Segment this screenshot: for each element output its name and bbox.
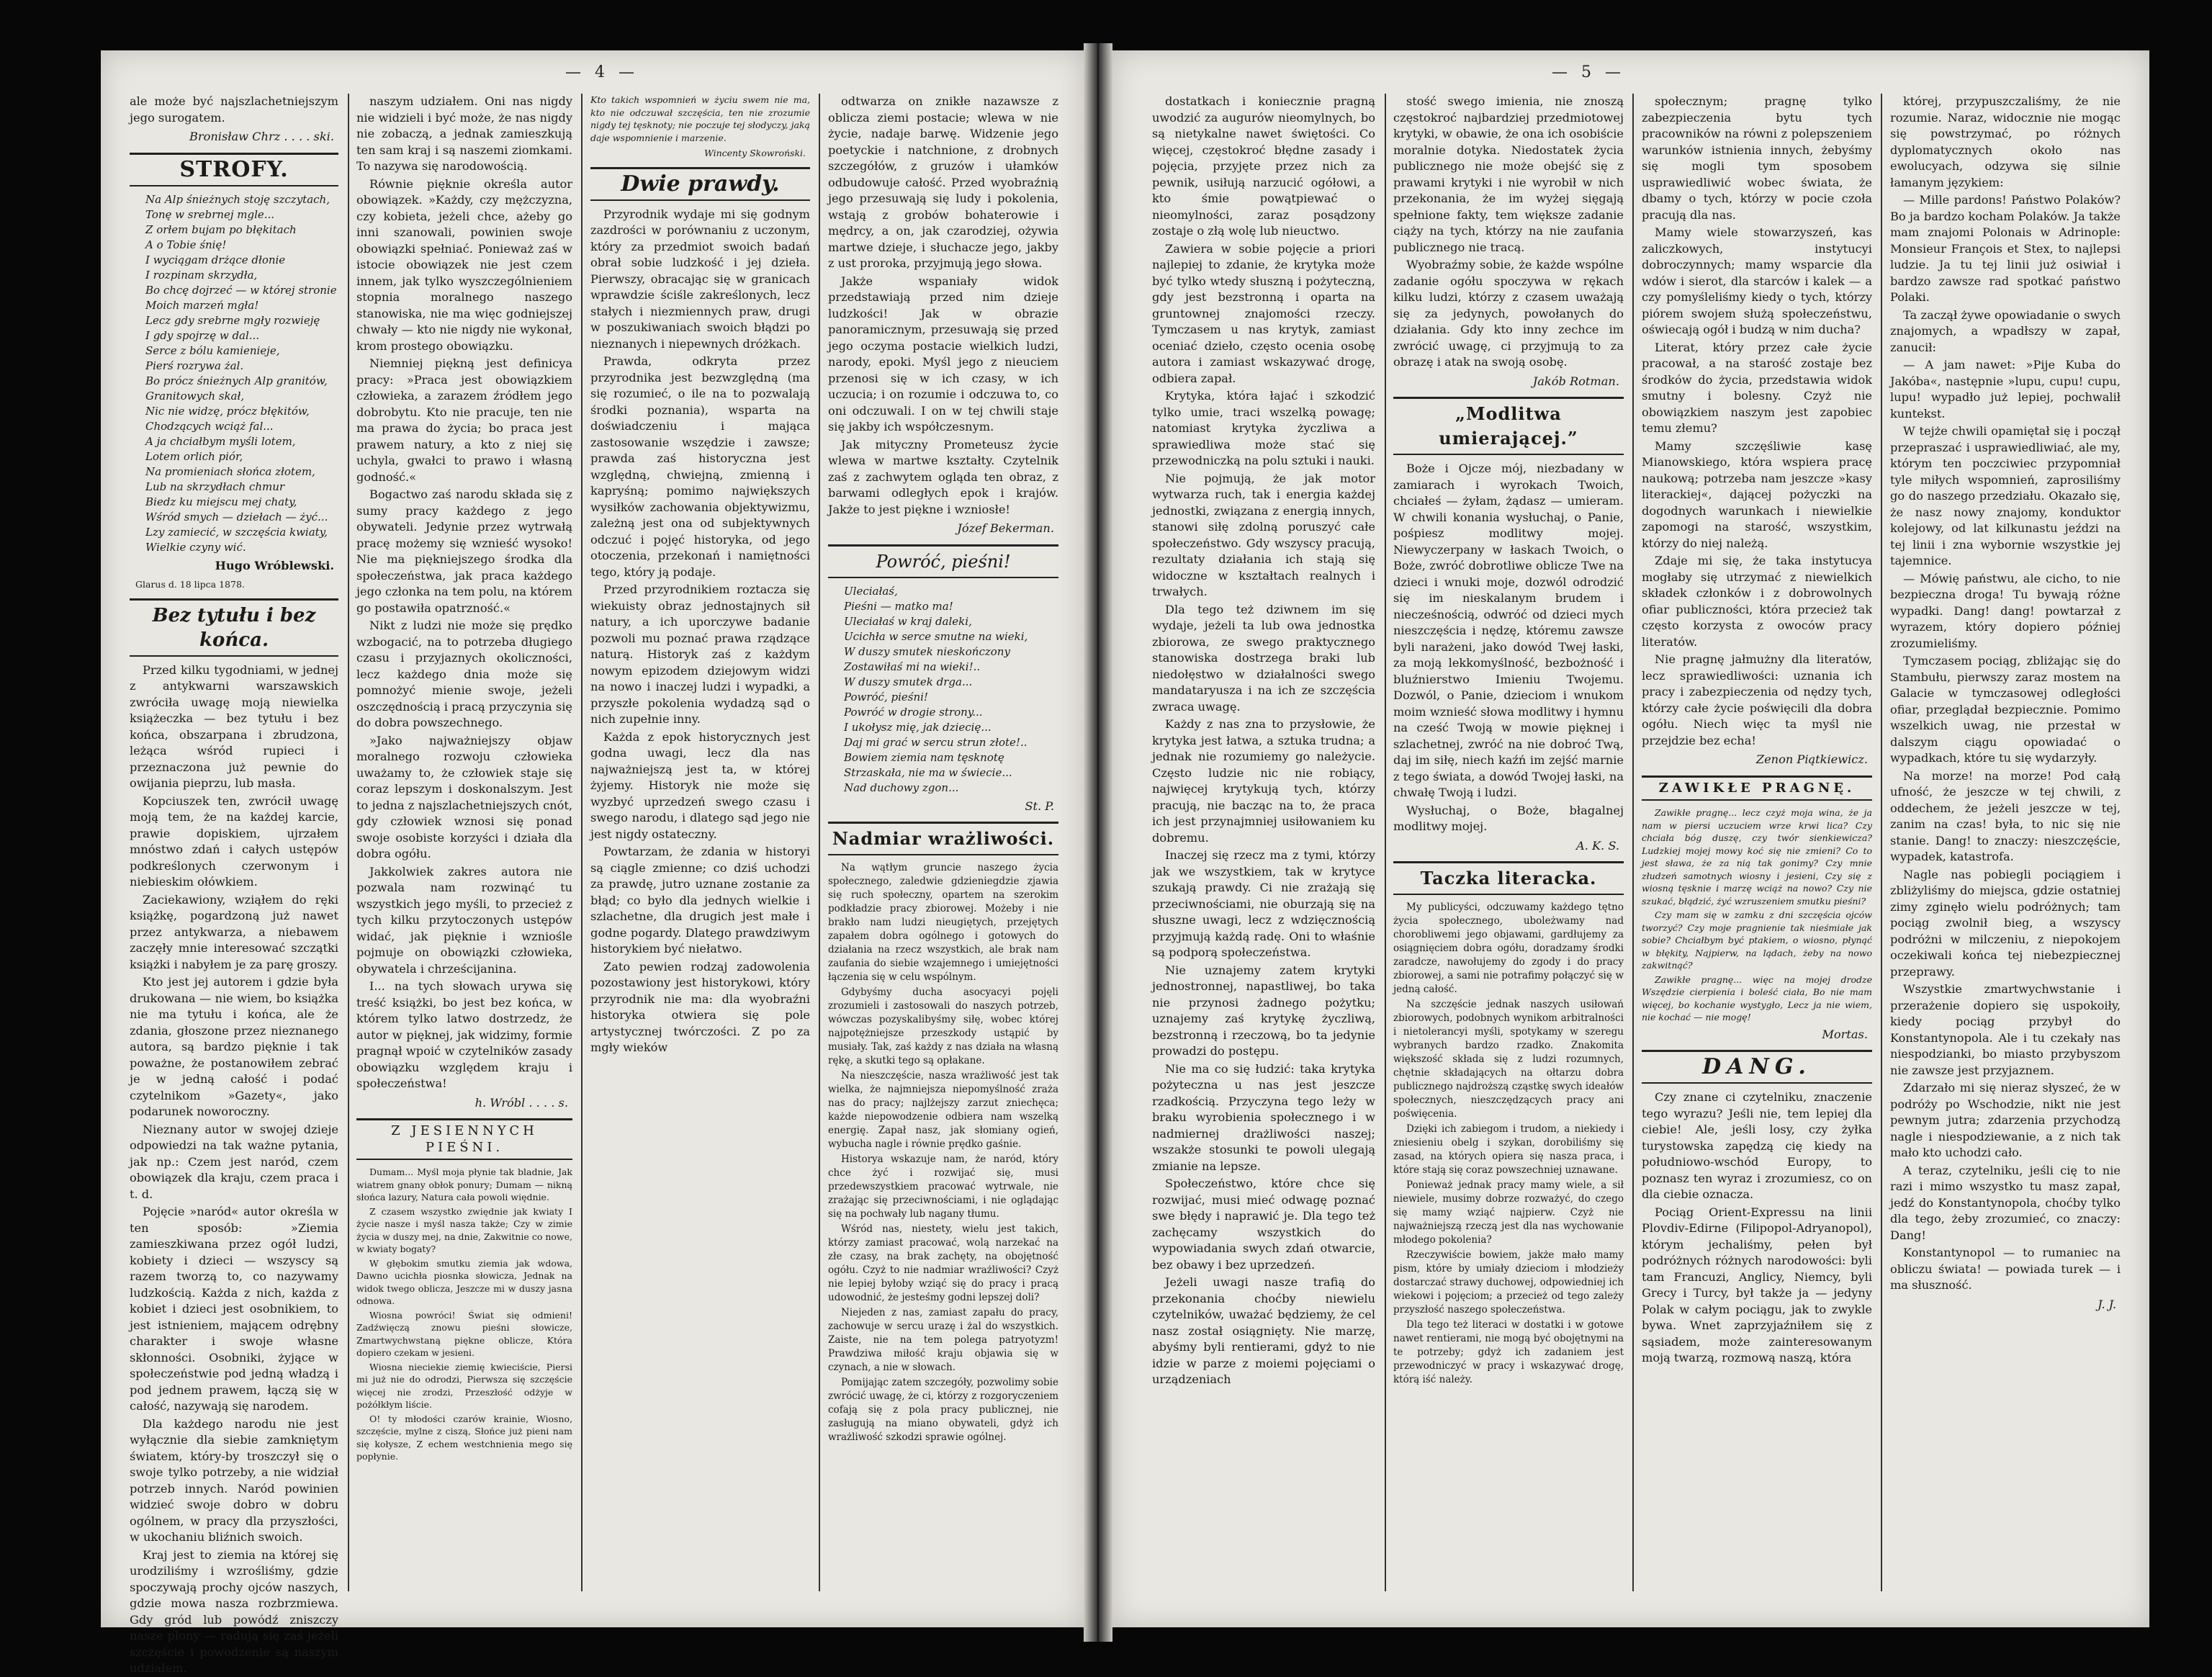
poem-line: Pierś rozrywa żal. [145, 359, 244, 372]
paragraph: Na morze! na morze! Pod całą ufność, że jeszcze w tej chwili, z oddechem, że jeżeli jeszcze w tej, zanim na czas! była, to nic się nie stanie. Dang! to znaczy: nieszczęście, wypadek, katastrofa. [1890, 768, 2121, 863]
paragraph: Niemniej piękną jest definicya pracy: »Praca jest obowiązkiem człowieka, a zarazem źródłem jego dobrobytu. Kto nie pracuje, ten nie ma prawa do życia; bo praca jest prawem natury, a kto z niej się uchyla, gwałci to prawo i własną godność.« [356, 356, 572, 484]
paragraph: Pojęcie »naród« autor określa w ten sposób: »Ziemia zamieszkiwana przez ogół ludzi, kobiety i dzieci — wszyscy są razem tworzą to, co nazywamy ludzkością. Każda z nich, każda z kobiet i dzieci jest osobnikiem, to jest istnieniem, mającem odrębny charakter i swoje własne skłonności. Osobniki, żyjące w społeczeństwie pod jedną władzą i pod jednem prawem, łączą się w całość, nazywają się narodem. [130, 1205, 338, 1413]
paragraph: Wyobraźmy sobie, że każde wspólne zadanie ogółu spoczywa w rękach kilku ludzi, którzy z czasem uważają się za jedynych, powołanych do działania. Gdy kto inny zechce im zwrócić uwagę, ci przyjmują to za obrazę i atak na swoją osobę. [1393, 258, 1624, 369]
poem-stanza: W głębokim smutku ziemia jak wdowa, Dawno ucichła piosnka słowicza, Jednak na widok twego oblicza, Jeszcze mi w duszy jasna odnowa. [356, 1257, 572, 1306]
paragraph: Inaczej się rzecz ma z tymi, którzy jak we wszystkiem, tak w krytyce szukają prawdy. Ci nie zrażają się przeciwnościami, nie oburzają się na słuszne uwagi, lecz z wdzięcznością przyjmują każdą radę. Oni to właśnie są podporą społeczeństwa. [1152, 848, 1375, 959]
poem-line: Chodzących wciąż fal... [145, 419, 274, 433]
bez-tytulu-heading: Bez tytułu i bez końca. [130, 598, 338, 657]
paragraph: Każda z epok historycznych jest godna uwagi, lecz dla nas najważniejszą jest ta, w której żyjemy. Historyk nie może się wyzbyć uprzedzeń swego czasu i swego narodu, i dlatego sąd jego nie jest nigdy ostateczny. [590, 729, 810, 841]
paragraph: Zdaje mi się, że taka instytucya mogłaby się utrzymać z niewielkich składek członków i z dobrowolnych ofiar publiczności, która przecież tak często korzysta z owoców pracy literatów. [1642, 554, 1872, 649]
paragraph: Zaciekawiony, wziąłem do ręki książkę, pogardzoną już nawet przez antykwarza, a niebawem zaczęły mnie interesować szczątki książki i nabyłem je za parę groszy. [130, 892, 338, 971]
paragraph: Nie pragnę jałmużny dla literatów, lecz sprawiedliwości: uznania ich pracy i zabezpieczenia od nędzy tych, którzy całe życie poświęcili dla dobra ogółu. Niech więc ta myśl nie przejdzie bez echa! [1642, 652, 1872, 747]
zawikle-signature: Mortas. [1822, 1027, 1868, 1041]
paragraph: Jakże wspaniały widok przedstawiają przed nim dzieje ludzkości! Jak w obrazie panoramicznym, przesuwają się przed jego oczyma postacie wielkich ludzi, narody, epoki. Myśl jego z nieuciem przenosi się w ich czasy, w ich uczucia; i on rozumie i odczuwa to, co oni odczuwali. I on w tej chwili staje się jakby ich współczesnym. [828, 274, 1058, 433]
page-number-right: — 5 — [1552, 63, 1625, 81]
column-divider [581, 94, 583, 1591]
paragraph: Przed przyrodnikiem roztacza się wiekuisty obraz jednostajnych sił natury, a ich uporczywe badanie pozwoli mu poznać prawa rządzące naturą. Historyk zaś z każdym nowym epizodem dziejowym widzi na nowo i inaczej ludzi i wypadki, a przyszłe pokolenia wydadzą sąd o nich zupełnie inny. [590, 583, 810, 726]
poem-line: Serce z bólu kamienieje, [145, 343, 280, 357]
paragraph: Na wątłym gruncie naszego życia społecznego, zaledwie gdzieniegdzie zjawia się ruch społeczny, opartem na szerokim podkładzie pracy zbiorowej. Możeby i nie brakło nam ludzi nieugiętych, przejętych zapałem dobra ogólnego i gotowych do działania na rzecz wszystkich, ale brak nam zaufania do siebie wzajemnego i umiejętności łączenia się w celu wspólnym. [828, 862, 1058, 983]
paragraph: Mamy wiele stowarzyszeń, kas zaliczkowych, instytucyi dobroczynnych; mamy wsparcie dla wdów i sierot, dla starców i kalek — a czy pomyśleliśmy kiedy o tych, którzy piórem swojem służą społeczeństwu, oświecają ogół i budzą w nim ducha? [1642, 225, 1872, 336]
paragraph: Literat, który przez całe życie pracował, a na starość zostaje bez środków do życia, przedstawia widok smutny i bolesny. Czyż nie obowiązkiem naszym jest zapobiec temu złemu? [1642, 340, 1872, 435]
paragraph: Zawiera w sobie pojęcie a priori najlepiej to zdanie, że krytyka może być tylko wtedy słuszną i pożyteczną, gdy jest bezstronną i oparta na gruntownej znajomości rzeczy. Tymczasem u nas krytyk, zamiast oceniać dzieło, często ocenia osobę autora i zamiast wskazywać drogę, odbiera zapał. [1152, 241, 1375, 385]
paragraph: Nieznany autor w swojej dzieje odpowiedzi na tak ważne pytania, jak np.: Czem jest naród, czem obowiązek dla kraju, czem praca i t. d. [130, 1122, 338, 1201]
paragraph: Wśród nas, niestety, wielu jest takich, którzy zamiast pracować, wolą narzekać na złe czasy, na brak zachęty, na obojętność ogółu. Czyż to nie nadmiar wrażliwości? Czyż nie lepiej byłoby wziąć się do pracy i pracą udowodnić, że jesteśmy godni lepszej doli? [828, 1223, 1058, 1303]
dang-heading: DANG. [1642, 1050, 1872, 1084]
paragraph: Nikt z ludzi nie może się prędko wzbogacić, na to potrzeba długiego czasu i przyjaznych okoliczności, lecz każdego dnia może się pomnożyć mienie swoje, jeżeli oszczędnością i pracą przyczynia się do dobra powszechnego. [356, 619, 572, 729]
paragraph: Dla tego też dziwnem im się wydaje, jeżeli ta lub owa jednostka zbiorowa, ze swego praktycznego stanowiska dostrzega braki lub niedołęstwo w działalności swego mandataryusza i na ich ze szczęścia zwraca uwagę. [1152, 602, 1375, 714]
poem-stanza: Zawikłe pragnę... więc na mojej drodze Wszędzie cierpienia i boleść ciała, Bo nie mam więcej, bo kochanie wystygło, Lecz ja nie wiem, nie kochać — nie mogę! [1642, 974, 1872, 1022]
powroc-piesni-heading: Powróć, pieśni! [828, 544, 1058, 578]
paragraph: odtwarza on znikłe nazawsze z oblicza ziemi postacie; wlewa w nie życie, nadaje barwę. Widzenie jego poetyckie i natchnione, z drobnych szczegółów, z gruzów i ułamków odbudowuje całość. Przed wyobraźnią jego przesuwają się ludy i pokolenia, wstają z grobów bohaterowie i mędrcy, a on, jak czarodziej, ożywia martwe dzieje, i słuchacze jego, jakby z ust proroka, przyjmują jego słowa. [828, 94, 1058, 270]
paragraph: — Mille pardons! Państwo Polaków? Bo ja bardzo kocham Polaków. Ja także mam znajomi Polonais w Adrinople: Monsieur François et Stex, to najlepsi ludzie. Ja tu tej linii już osiwiał i bardzo zawsze rad spotkać państwo Polaki. [1890, 193, 2121, 304]
poem-stanza: Z czasem wszystko zwiędnie jak kwiaty I życie nasze i myśl nasza także; Czy w zimie życia w duszy mej, na dnie, Zakwitnie co nowe, w kwiaty bogaty? [356, 1205, 572, 1254]
paragraph: Kopciuszek ten, zwrócił uwagę moją tem, że na każdej karcie, prawie dopiskiem, ujrzałem mnóstwo zdań i całych ustępów podkreślonych czerwonym i niebieskim ołówkiem. [130, 793, 338, 889]
paragraph: Prawda, odkryta przez przyrodnika jest bezwzględną (ma się rozumieć, o ile na to pozwalają środki poznania), wsparta na doświadczeniu i mająca zastosowanie wszędzie i zawsze; prawda zaś historyczna jest względną, chwiejną, zmienną i kapryśną; pomimo największych wysiłków zachowania objektywizmu, zależną jest ona od subjektywnych odczuć i pojęć historyka, od jego otoczenia, przekonań i namiętności tego, który ją podaje. [590, 354, 810, 579]
paragraph: Krytyka, która łajać i szkodzić tylko umie, traci wszelką powagę; natomiast krytyka życzliwa a sprawiedliwa może stać się przewodniczką na polu sztuki i nauki. [1152, 389, 1375, 467]
paragraph: Społeczeństwo, które chce się rozwijać, musi mieć odwagę poznać swe błędy i naprawić je. Dla tego też zachęcamy wszystkich do wypowiadania swych zdań otwarcie, bez obawy i bez uprzedzeń. [1152, 1177, 1375, 1272]
poem-stanza: Wiosna nieciekie ziemię kwieciście, Piersi mi już nie do odrodzi, Pierwsza się szczęście więcej nie zrodzi, Przeszłość odżyje w pożółkłym liście. [356, 1361, 572, 1410]
paragraph: Zato pewien rodzaj zadowolenia pozostawiony jest historykowi, który przyrodnik nie ma: dla wyobraźni historyka otwiera się pole artystycznej twórczości. Z po za mgły wieków [590, 959, 810, 1054]
paragraph: naszym udziałem. Oni nas nigdy nie widzieli i być może, że nas nigdy nie zobaczą, a jednak zamieszkują ten sam kraj i są naszemi ziomkami. To nazywa się narodowością. [356, 94, 572, 173]
paragraph: Przed kilku tygodniami, w jednej z antykwarni warszawskich zwróciła uwagę moją niewielka książeczka — bez tytułu i bez końca, obszarpana i zbrudzona, leżąca wśród rupieci i przeznaczona już pewnie do owijania pieprzu, lub masła. [130, 662, 338, 790]
poem-line: Zostawiłaś mi na wieki!.. [844, 660, 981, 673]
paragraph: Rzeczywiście bowiem, jakże mało mamy pism, które by umiały dzieciom i młodzieży dostarczać strawy duchowej, odpowiedniej ich wiekowi i pojęciom; a przecież od tego zależy przyszłość naszego społeczeństwa. [1393, 1249, 1624, 1316]
poem-line: Bowiem ziemia nam tęsknotę [844, 750, 1004, 764]
zawikle-poem [1642, 806, 1872, 1024]
dwie-prawdy-article [590, 207, 810, 1056]
poem-line: A o Tobie śnię! [145, 238, 227, 251]
krytyka-article [1152, 94, 1375, 1388]
paragraph: Historya wskazuje nam, że naród, który chce żyć i rozwijać się, musi przedewszystkiem pracować wytrwale, nie zrażając się przeciwnościami, i nie oglądając się na pochwały lub nagany tłumu. [828, 1154, 1058, 1220]
left-column-2 [356, 94, 572, 1599]
poem-line: Nic nie widzę, prócz błękitów, [145, 404, 310, 418]
paragraph: Jeżeli uwagi nasze trafią do przekonania choćby niewielu czytelników, uważać będziemy, że cel nasz został osiągnięty. Nie marzę, abyśmy byli rentierami, gdyż to nie idzie w parze z moiemi pojęciami o urządzeniach [1152, 1275, 1375, 1386]
poem-line: Pieśni — matko ma! [844, 599, 953, 613]
poem-line: I rozpinam skrzydła, [145, 268, 258, 282]
poem-line: Ucichła w serce smutne na wieki, [844, 629, 1028, 643]
dang-continued [1890, 94, 2121, 1294]
paragraph: stość swego imienia, nie znoszą częstokroć najbardziej przedmiotowej krytyki, w obawie, że ona ich osobiście moralnie dotyka. Niedostatek życia publicznego nie może obejść się z prawami krytyki i nie wyrobił w nich przekonania, że im wyżej sięgają spełnione fakty, tem większe zadanie ciąży na tych, którzy na nie zaufania publicznego nie tracą. [1393, 94, 1624, 254]
poem-line: Wśród smych — dziełach — żyć... [145, 510, 328, 523]
right-column-4 [1890, 94, 2121, 1599]
paragraph: — Mówię państwu, ale cicho, to nie bezpieczna droga! Tu bywają różne wypadki. Dang! dang! powtarzał z wyrazem, który dopiero później zrozumieliśmy. [1890, 571, 2121, 650]
paragraph: Powtarzam, że zdania w historyi są ciągle zmienne; co dziś uchodzi za prawdę, jutro uznane zostanie za błąd; co było dla jednych wielkie i szlachetne, dla drugich jest małe i godne pogardy. Dlatego prawdziwym historykiem być niełatwo. [590, 845, 810, 956]
page-number-left: — 4 — [565, 63, 639, 81]
paragraph: Nie ma co się łudzić: taka krytyka pożyteczna u nas jest jeszcze rzadkością. Przyczyna tego leży w braku wyrobienia społecznego i w nadmiernej drażliwości naszej; wszakże stosunki te powoli ulegają zmianie na lepsze. [1152, 1061, 1375, 1173]
poem-stanza: Czy mam się w zamku z dni szczęścia ojców tworzyć? Czy moje pragnienie tak nieśmiałe jak sobie? Chciałbym być ptakiem, o wiosno, płynąć w błękity, Najpierw, na lądach, żeby na nowo zakwitnąć? [1642, 909, 1872, 971]
nadmiar-article [828, 861, 1058, 1444]
paragraph: Konstantynopol — to rumaniec na obliczu świata! — powiada turek — i ma słuszność. [1890, 1246, 2121, 1292]
left-column-1 [130, 94, 338, 1675]
intro-text: ale może być najszlachetniejszym jego surogatem. [130, 94, 338, 125]
column-divider [1385, 94, 1386, 1591]
zawikle-heading: ZAWIKŁE PRAGNĘ. [1642, 775, 1872, 801]
poem-line: Bo prócz śnieżnych Alp granitów, [145, 374, 328, 387]
paragraph: Tymczasem pociąg, zbliżając się do Stambułu, pierwszy zaraz mostem na Galacie w tymczasowej odległości ofiar, przeglądał bezpiecznie. Pomimo wszelkich uwag, nie przestał w dalszym ciągu opowiadać o wypadkach, które tu się wydarzyły. [1890, 654, 2121, 765]
paragraph: — A jam nawet: »Pije Kuba do Jakóba«, następnie »lupu, cupu! cupu, lupu! wypadło już lepiej, pochwalił kuntekst. [1890, 358, 2121, 421]
paragraph: Każdy z nas zna to przysłowie, że krytyka jest łatwa, a sztuka trudna; a jednak nie rozumiemy go należycie. Często ludzie nic nie robiący, najwięcej krytykują tych, którzy pracują, nie bacząc na to, że praca ich jest przynajmniej usiłowaniem ku dobremu. [1152, 717, 1375, 845]
poem-line: Powróć, pieśni! [844, 690, 928, 703]
paragraph: My publicyści, odczuwamy każdego tętno życia społecznego, uboleżwamy nad chorobliwemi jego objawami, gardłujemy za osiągnięciem dobra ogółu, doradzamy środki zaradcze, nawołujemy do zgody i do pracy zbiorowej, a sami nie potrafimy połączyć się w jedną całość. [1393, 902, 1624, 995]
paragraph: Dla tego też literaci w dostatki i w gotowe nawet rentierami, nie mogą być obojętnymi na te potrzeby; gdyż ich zadaniem jest przewodniczyć w pracy i wskazywać drogę, którą iść należy. [1393, 1319, 1624, 1385]
kasa-literacka-continued [1642, 94, 1872, 749]
left-column-4 [828, 94, 1058, 1599]
paragraph: Ta zaczął żywe opowiadanie o swych znajomych, a wpadłszy w zapał, zanucił: [1890, 307, 2121, 354]
poem-line: Lub na skrzydłach chmur [145, 480, 285, 493]
taczka-heading: Taczka literacka. [1393, 861, 1624, 895]
paragraph: Na nieszczęście, nasza wrażliwość jest tak wielka, że najmniejsza niepomyślność zraża nas do pracy; najlżejszy zarzut zniechęca; każde niepowodzenie odbiera nam wszelką energię. Zapał nasz, jak słomiany ogień, wybucha nagle i równie prędko gaśnie. [828, 1070, 1058, 1150]
rotman-signature: Jakób Rotman. [1532, 374, 1619, 388]
paragraph: Równie pięknie określa autor obowiązek. »Każdy, czy mężczyzna, czy kobieta, jeżeli chce, ażeby go inni szanowali, powinien swoje obowiązki spełniać. Ponieważ zaś w istocie obowiązek nie jest czem innem, jak tylko wyszczególnieniem stopnia moralnego naszego stanowiska, nie ma więc godniejszej chwały — kto nie nigdy nie wykonał, krom prostego obowiązku. [356, 176, 572, 353]
paragraph: Mamy szczęśliwie kasę Mianowskiego, która wspiera pracę naukową; potrzeba nam jeszcze »kasy literackiej«, dającej pożyczki na dogodnych warunkach i niewielkie zapomogi na starość, wszystkim, którzy do niej należą. [1642, 439, 1872, 550]
strofy-place-date: Glarus d. 18 lipca 1878. [135, 579, 245, 590]
strofy-signature: Hugo Wróblewski. [215, 558, 334, 572]
paragraph: Gdybyśmy ducha asocyacyi pojęli zrozumieli i zastosowali do naszych potrzeb, wówczas pozyskalibyśmy siłę, wobec której najpotężniejsze przeszkody ustąpić by musiały. Tak, zaś każdy z nas działa na własną rękę, a skutki tego są opłakane. [828, 986, 1058, 1066]
paragraph: Boże i Ojcze mój, niezbadany w zamiarach i wyrokach Twoich, chciałeś — żyłam, żądasz — umieram. W chwili konania wysłuchaj, o Panie, pośpiesz modlitwy mojej. Niewyczerpany w łaskach Twoich, o Boże, zwróć dobrotliwe oblicze Twe na dzieci i wnuki moje, dozwól odrodzić się im nieskalanym brudem i niecześnością, odwróć od dzieci mych nieszczęścia i nędzę, któremu zawsze byli narażeni, jako dowód Twej łaski, za moją lekkomyślność, bezbożność i bluźnierstwo Imieniu Twojemu. Dozwól, o Panie, dzieciom i wnukom moim wznieść słowa modlitwy i hymnu na cześć Twoją w mowie pięknej i szlachetnej, zwróć na nie dobroć Twą, daj im siłę, niech kaźń im zejść marnie z tego świata, a dowód Twojej łaski, na chwałę Twoją i ludzi. [1393, 462, 1624, 799]
column-divider [348, 94, 349, 1591]
poem-line: I gdy spojrzę w dal... [145, 328, 260, 342]
paragraph: Kraj jest to ziemia na której się urodziliśmy i wzrośliśmy, gdzie spoczywają prochy ojców naszych, gdzie mowa nasza rozbrzmiewa. Gdy gród lub powódź zniszczy nasze plony — radują się zaś jeżeli szczęście i powodzenie są naszym udziałem. [130, 1547, 338, 1675]
dwie-prawdy-heading: Dwie prawdy. [590, 167, 810, 201]
strofy-heading: STROFY. [130, 153, 338, 186]
poem-line: Bo chcę dojrzeć — w której stronie [145, 283, 337, 297]
strofy-poem [145, 192, 338, 555]
paragraph: dostatkach i koniecznie pragną uwodzić za augurów nieomylnych, bo są nietykalne nawet świętości. Co więcej, częstokroć błędne zasady i pojęcia, przyjęte przez nich za pewnik, usiłują narzucić ogółowi, a kto śmie powątpiewać o nieomylności, zaraz posądzony zostaje o złą wolę lub nieuctwo. [1152, 94, 1375, 238]
book-spine-gutter [1084, 43, 1112, 1642]
paragraph: Nie pojmują, że jak motor wytwarza ruch, tak i energia każdej jednostki, związana z energią innych, stanowi siłę zdolną poruszyć całe społeczeństwo. Gdy wszyscy pracują, rezultaty działania ich stają się widoczne w kształtach realnych i trwałych. [1152, 471, 1375, 598]
paragraph: Pomijając zatem szczegóły, pozwolimy sobie zwrócić uwagę, że ci, którzy z rozgoryczeniem cofają się z pola pracy publicznej, nie zasługują na miano obywateli, gdyż ich wrażliwość szkodzi sprawie ogólnej. [828, 1377, 1058, 1443]
poem-line: Z orłem bujam po błękitach [145, 222, 297, 236]
right-column-1 [1152, 94, 1375, 1599]
poem-line: Nad duchowy zgon... [844, 781, 959, 794]
powroc-piesni-poem [844, 584, 1058, 796]
jesiennych-poem [356, 1166, 572, 1463]
column-divider [1881, 94, 1882, 1591]
bez-tytulu-article [130, 662, 338, 1677]
paragraph: Przyrodnik wydaje mi się godnym zazdrości w porównaniu z uczonym, który za przedmiot swoich badań obrał sobie ludzkość i jej dzieła. Pierwszy, obracając się w granicach wprawdzie ściśle zakreślonych, lecz stałych i niezmiennych praw, drugi w poszukiwaniach swoich błądzi po nieznanych i niepewnych dróżkach. [590, 207, 810, 351]
poem-stanza: Wiosna powróci! Świat się odmieni! Zadźwięczą znowu pieśni słowicze, Zmartwychwstaną piękne oblicze, Która dopiero czekam w jesieni. [356, 1309, 572, 1358]
taczka-article [1393, 901, 1624, 1387]
poem-line: Powróć w drogie strony... [844, 705, 983, 719]
paragraph: Kto jest jej autorem i gdzie była drukowana — nie wiem, bo książka nie ma tytułu i końca, ale że zdania, głoszone przez nieznanego autora, są bardzo pięknie i tak poważne, że postanowiłem zebrać je w jedną całość i podać czytelnikom »Gazety«, jako podarunek noworoczny. [130, 975, 338, 1118]
modlitwa-text [1393, 461, 1624, 835]
paragraph: Nie uznajemy zatem krytyki jednostronnej, napastliwej, bo taka nie przynosi żadnego pożytku; uznajemy zaś krytykę życzliwą, bezstronną i rzeczową, bo ta jedynie prowadzi do postępu. [1152, 963, 1375, 1058]
poem-line: I wyciągam drżące dłonie [145, 253, 286, 266]
nadmiar-heading: Nadmiar wrażliwości. [828, 822, 1058, 855]
paragraph: Dzięki ich zabiegom i trudom, a niekiedy i zniesieniu obelg i szykan, dorobiliśmy się zasad, na których opiera się nasza praca, i które stają się coraz powszechniej uznawane. [1393, 1123, 1624, 1176]
paragraph: Dla każdego narodu nie jest wyłącznie dla siebie zamkniętym światem, który-by troszczył się o swoje tylko potrzeby, a nie widział potrzeb innych. Naród powinien widzieć swoje dobro w dobru ogólnem, w pracy dla przyszłości, w ukochaniu bliźnich swoich. [130, 1416, 338, 1544]
poem-signature: St. P. [1025, 799, 1054, 813]
right-column-3 [1642, 94, 1872, 1599]
paragraph: Pociąg Orient-Expressu na linii Plovdiv-Edirne (Filipopol-Adryanopol), którym jechaliśmy, pełen był podróżnych różnych narodowości: byli tam Francuzi, Anglicy, Niemcy, byli Grecy i Turcy, był także ja — jedyny Polak w całym pociągu, jak to zwykle bywa. Wnet zaprzyjaźniłem się z sąsiadem, może zainteresowanym moją twarzą, rozmową naszą, która [1642, 1205, 1872, 1364]
paragraph: Czy znane ci czytelniku, znaczenie tego wyrazu? Jeśli nie, tem lepiej dla ciebie! Ale, jeśli losy, czy żyłka turystowska zapędzą cię kiedy na południowo-wschód Europy, to poznasz ten wyraz i zrozumiesz, co on dla ciebie oznacza. [1642, 1090, 1872, 1201]
paragraph: Zdarzało mi się nieraz słyszeć, że w podróży po Wschodzie, nikt nie jest pewnym jutra; zdarzenia przychodzą nagle i niespodziewanie, a z nich tak mało kto uchodzi cało. [1890, 1081, 2121, 1159]
poem-line: Granitowych skał, [145, 389, 245, 403]
paragraph: Jak mityczny Prometeusz życie wlewa w martwe kształty. Czytelnik zaś z zachwytem ogląda ten obraz, z barwami odległych epok i krajów. Jakże to jest piękne i wzniosłe! [828, 437, 1058, 516]
poem-stanza: O! ty młodości czarów krainie, Wiosno, szczęście, mylne z ciszą, Słońce już pieni nam się kołysze, Z echem westchnienia mego się popłynie. [356, 1413, 572, 1462]
poem-line: W duszy smutek nieskończony [844, 644, 1010, 658]
bekerman-signature: Józef Bekerman. [957, 521, 1054, 535]
poem-line: Lzy zamiecić, w szczęścia kwiaty, [145, 525, 328, 539]
dwie-prawdy-continued [828, 94, 1058, 518]
poem-line: Lecz gdy srebrne mgły rozwieję [145, 313, 320, 327]
article-signature: h. Wróbl . . . . s. [475, 1095, 568, 1110]
paragraph: A teraz, czytelniku, jeśli cię to nie razi i mimo wszystko tu masz zapał, jedź do Konstantynopola, choćby tylko dla tego, żeby zrozumieć, co znaczy: Dang! [1890, 1163, 2121, 1242]
poem-line: Lotem orlich piór, [145, 449, 243, 463]
dang-signature: J. J. [2098, 1297, 2116, 1311]
poem-line: Uleciałaś w kraj daleki, [844, 614, 972, 628]
poem-line: Biedz ku miejscu mej chaty, [145, 495, 297, 508]
paragraph: W tejże chwili opamiętał się i począł przepraszać i usprawiedliwiać, ale my, którym ten poczciwiec przypomniał tyle miłych wspomnień, zaprosiliśmy go do naszego przedziału. Okazało się, że nasz nowy znajomy, konduktor kolejowy, od lat kilkunastu jeździ na tej linii i zna wybornie wszystkie jej tajemnice. [1890, 424, 2121, 567]
poem-line: W duszy smutek drga... [844, 675, 973, 688]
paragraph: społecznym; pragnę tylko zabezpieczenia bytu tych pracowników na równi z polepszeniem warunków istnienia innych, żebyśmy się mogli tym sposobem usprawiedliwić wobec świata, że dbamy o tych, którzy w pocie czoła pracują dla nas. [1642, 94, 1872, 222]
paragraph: Niejeden z nas, zamiast zapału do pracy, zachowuje w sercu urazę i żal do wszystkich. Zaiste, nie na tem polega patryotyzm! Prawdziwa miłość kraju objawia się w czynach, a nie w słowach. [828, 1307, 1058, 1373]
krytyka-continued [1393, 94, 1624, 371]
column-divider [1632, 94, 1634, 1591]
poem-line: I ukołysz mię, jak dziecię... [844, 720, 992, 734]
column-divider [819, 94, 820, 1591]
modlitwa-heading: „Modlitwa umierającej.” [1393, 397, 1624, 455]
poem-line: Strzaskała, nie ma w świecie... [844, 765, 1012, 779]
paragraph: I... na tych słowach urywa się treść książki, bo jest bez końca, w którem tylko latwo dostrzedz, że autor w pięknej, jak widzimy, formie pragnął wpoić w czytelników zasady obowiązku względem kraju i społeczeństwa! [356, 979, 572, 1090]
right-column-2 [1393, 94, 1624, 1599]
paragraph: Jakkolwiek zakres autora nie pozwala nam rozwinąć tu wszystkich jego myśli, to przecież z tych kilku przytoczonych ustępów widać, jak pięknie i wzniośle pojmuje on obowiązki człowieka, obywatela i chrześcijanina. [356, 864, 572, 976]
paragraph: Na szczęście jednak naszych usiłowań zbiorowych, podobnych wynikom arbitralności i nietolerancyi myśli, spotykamy w szeregu wybranych bardzo rzadko. Znakomita większość składa się z ludzi rozumnych, chętnie składających na ołtarzu dobra publicznego najdroższą cząstkę swych ideałów społecznych, nieszczędzących pracy ani poświęcenia. [1393, 999, 1624, 1120]
paragraph: Wysłuchaj, o Boże, błagalnej modlitwy mojej. [1393, 803, 1624, 833]
paragraph: »Jako najważniejszy objaw moralnego rozwoju człowieka uważamy to, że człowiek staje się coraz lepszym i doskonalszym. Jest to jedna z najszlachetniejszych cnót, gdy człowiek wznosi się ponad swoje osobiste korzyści i działa dla dobra ogółu. [356, 733, 572, 860]
poem-line: Na promieniach słońca złotem, [145, 464, 315, 478]
paragraph: Wszystkie zmartwychwstanie i przerażenie dopiero się uspokoiły, kiedy pociąg przybył do Konstantynopola. Ale i tu czekały nas niespodzianki, bo miasto przybyszom nie zawsze jest przyjaznem. [1890, 982, 2121, 1077]
piatkiewicz-signature: Zenon Piątkiewicz. [1755, 752, 1868, 766]
note-top: Kto takich wspomnień w życiu swem nie ma, kto nie odczuwał szczęścia, ten nie zrozumie nigdy tej tęsknoty; nie poczuje tej słodyczy, jaką daje wspomnienie i marzenie. [590, 94, 810, 143]
bez-tytulu-continued [356, 94, 572, 1092]
left-column-3 [590, 94, 810, 1599]
intro-signature: Bronisław Chrz . . . . ski. [189, 130, 334, 143]
poem-line: Tonę w srebrnej mgle... [145, 207, 275, 221]
poem-line: Na Alp śnieżnych stoję szczytach, [145, 192, 330, 206]
paragraph: Bogactwo zaś narodu składa się z sumy pracy każdego z jego obywateli. Jedynie przez wytrwałą pracę możemy się wznieść wysoko! Nie ma piękniejszego środka dla społeczeństwa, jak praca każdego jego członka na tem polu, na którem go postawiła opatrzność.« [356, 487, 572, 615]
paragraph: Nagle nas pobiegli pociągiem i zbliżyliśmy do miejsca, gdzie ostatniej zimy zginęło wielu podróżnych; tam pociąg zwolnił bieg, a wszyscy podróżni w milczeniu, z niepokojem oczekiwali końca tej niebezpiecznej przeprawy. [1890, 867, 2121, 979]
paragraph: której, przypuszczaliśmy, że nie rozumie. Naraz, widocznie nie mogąc się powstrzymać, po różnych dyplomatycznych około nas ewolucyach, odzywa się silnie łamanym językiem: [1890, 94, 2121, 189]
jesiennych-heading: Z JESIENNYCH PIEŚNI. [356, 1118, 572, 1160]
modlitwa-signature: A. K. S. [1575, 838, 1619, 853]
poem-line: Uleciałaś, [844, 584, 898, 598]
right-page [1112, 50, 2149, 1627]
poem-stanza: Zawikłe pragnę... lecz czyż moja wina, że ja nam w piersi uczuciem wrze krwi lica? Czy chciała bóg duszę, czy twór sienkiewicza? Ludzkiej mojej mowy koć się nie zmieni? Co to jest sława, że za nią tak gonimy? Czy mnie złudzeń samotnych wiosny i jesieni, Czy się z wiosną tęsknie i marzę wciąż na nowo? Czy nie szukać, błądzić, żyć wzruszeniem smutku pieśni? [1642, 807, 1872, 907]
poem-line: A ja chciałbym myśli lotem, [145, 434, 296, 448]
poem-line: Moich marzeń mgła! [145, 298, 259, 312]
poem-stanza: Dumam... Myśl moja płynie tak bladnie, Jak wiatrem gnany obłok ponury; Dumam — nikną słońca lazury, Natura cała powoli więdnie. [356, 1166, 572, 1202]
poem-line: Wielkie czyny wić. [145, 540, 246, 554]
poem-line: Daj mi grać w sercu strun złote!.. [844, 735, 1028, 749]
left-page [101, 50, 1084, 1675]
dang-article [1642, 1089, 1872, 1367]
paragraph: Ponieważ jednak pracy mamy wiele, a sił niewiele, musimy dobrze rozważyć, do czego się mamy wziąć najpierw. Czyż nie najważniejszą rzeczą jest dla nas wychowanie młodego pokolenia? [1393, 1179, 1624, 1246]
note-signature: Wincenty Skowroński. [703, 148, 806, 158]
